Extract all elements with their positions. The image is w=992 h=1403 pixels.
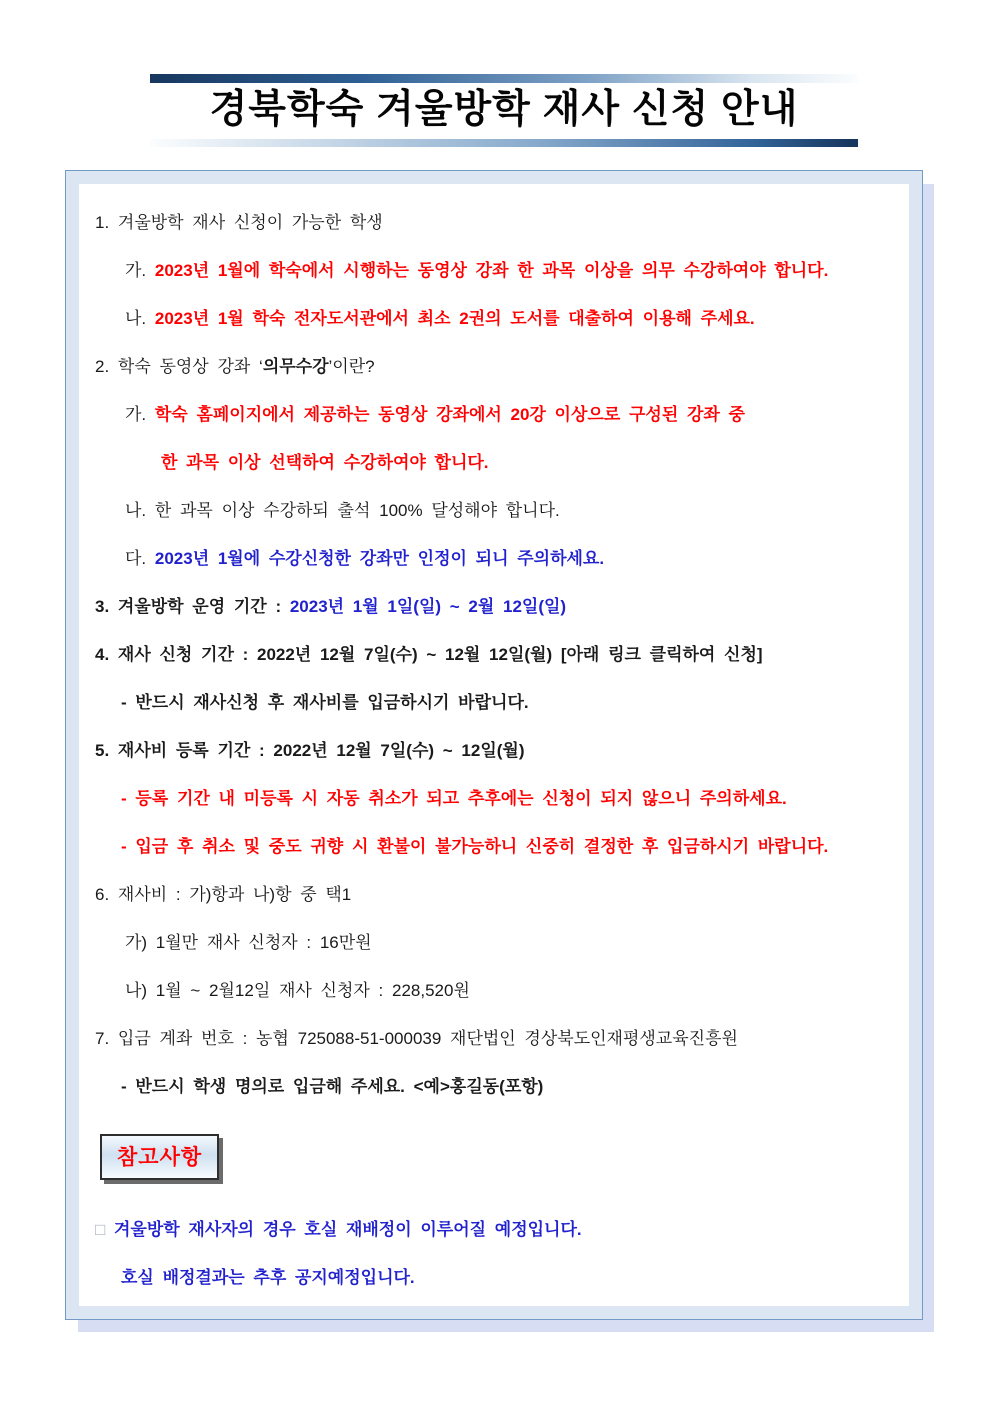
reference-button[interactable]: 참고사항 (100, 1134, 219, 1180)
text-segment: 겨울방학 재사자의 경우 호실 재배정이 이루어질 예정입니다. (105, 1220, 582, 1239)
notice-line (79, 597, 909, 616)
text-segment: 6. 재사비 : 가)항과 나)항 중 택1 (95, 885, 352, 904)
text-segment: 7. 입금 계좌 번호 : 농협 725088-51-000039 재단법인 경상북도인재평생교육진흥원 (95, 1029, 738, 1048)
text-segment: 의무수강 (262, 357, 329, 376)
text-segment: 2. 학숙 동영상 강좌 ‘ (95, 357, 263, 376)
notice-line (79, 1268, 909, 1287)
header-banner (150, 74, 858, 147)
notice-line (79, 1220, 909, 1239)
notice-line (79, 309, 909, 328)
text-segment: 한 과목 이상 선택하여 수강하여야 합니다. (161, 453, 489, 472)
notice-line (79, 1077, 909, 1096)
text-segment: 1. 겨울방학 재사 신청이 가능한 학생 (95, 213, 383, 232)
notice-line (79, 261, 909, 280)
notice-line (79, 885, 909, 904)
notice-line (79, 405, 909, 424)
text-segment: - 등록 기간 내 미등록 시 자동 취소가 되고 추후에는 신청이 되지 않으니 주의하세요. (121, 789, 787, 808)
notice-line (79, 453, 909, 472)
notice-line (79, 741, 909, 760)
checkbox-icon: □ (95, 1220, 106, 1239)
text-segment: 가. (125, 405, 155, 424)
notice-line (79, 693, 909, 712)
text-segment: 나. 한 과목 이상 수강하되 출석 100% 달성해야 합니다. (125, 501, 560, 520)
notice-line (79, 501, 909, 520)
text-segment: 나. (125, 309, 155, 328)
text-segment: 나) 1월 ~ 2월12일 재사 신청자 : 228,520원 (125, 981, 470, 1000)
notice-line (79, 549, 909, 568)
notice-line (79, 213, 909, 232)
notice-line (79, 1029, 909, 1048)
notice-line (79, 789, 909, 808)
text-segment: 3. 겨울방학 운영 기간 : (95, 597, 290, 616)
text-segment: 학숙 홈페이지에서 제공하는 동영상 강좌에서 20강 이상으로 구성된 강좌 중 (154, 405, 745, 424)
notice-box (65, 170, 923, 1320)
text-segment: 2023년 1월에 수강신청한 강좌만 인정이 되니 주의하세요. (154, 549, 605, 568)
reference-notes (79, 1220, 909, 1287)
notice-line (79, 837, 909, 856)
text-segment: 다. (125, 549, 155, 568)
text-segment: - 입금 후 취소 및 중도 귀향 시 환불이 불가능하니 신중히 결정한 후 입금하시기 바랍니다. (121, 837, 829, 856)
bottom-gradient-bar (150, 139, 858, 147)
notice-line (79, 981, 909, 1000)
text-segment: 4. 재사 신청 기간 : 2022년 12월 7일(수) ~ 12월 12일(월) [아래 링크 클릭하여 신청] (95, 645, 763, 664)
text-segment: 가) 1월만 재사 신청자 : 16만원 (125, 933, 372, 952)
notice-line (79, 357, 909, 376)
notice-line (79, 645, 909, 664)
top-gradient-bar (150, 74, 858, 83)
text-segment: - 반드시 재사신청 후 재사비를 입금하시기 바랍니다. (121, 693, 529, 712)
notice-inner (79, 184, 909, 1306)
text-segment: 2023년 1월 학숙 전자도서관에서 최소 2권의 도서를 대출하여 이용해 주세요. (154, 309, 755, 328)
text-segment: ’이란? (328, 357, 375, 376)
page-title: 경북학숙 겨울방학 재사 신청 안내 (209, 88, 799, 131)
notice-line (79, 933, 909, 952)
text-segment: 호실 배정결과는 추후 공지예정입니다. (121, 1268, 415, 1287)
text-segment: 2023년 1월에 학숙에서 시행하는 동영상 강좌 한 과목 이상을 의무 수강하여야 합니다. (154, 261, 829, 280)
notice-body (79, 213, 909, 1096)
text-segment: 5. 재사비 등록 기간 : 2022년 12월 7일(수) ~ 12일(월) (95, 741, 525, 760)
text-segment: 2023년 1월 1일(일) ~ 2월 12일(일) (289, 597, 567, 616)
text-segment: 가. (125, 261, 155, 280)
text-segment: - 반드시 학생 명의로 입금해 주세요. <예>홍길동(포항) (121, 1077, 544, 1096)
